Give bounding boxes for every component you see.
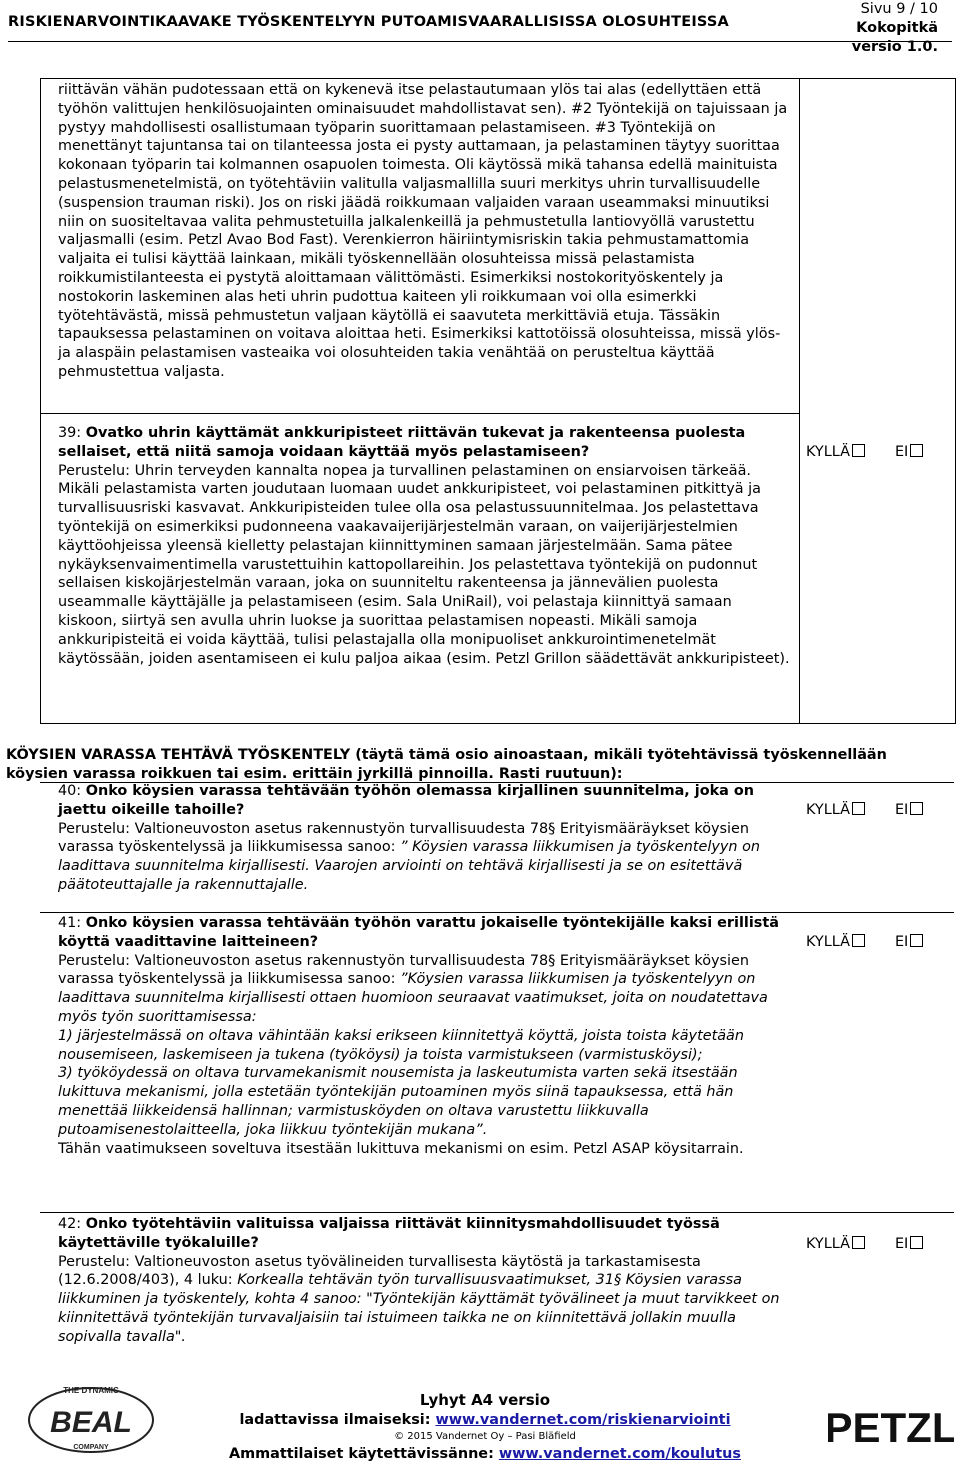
section-heading: KÖYSIEN VARASSA TEHTÄVÄ TYÖSKENTELY (täytä tämä osio ainoastaan, mikäli työtehtävissä työskennellään köysien varassa roikkuen tai esim. erittäin jyrkillä pinnoilla. Rasti ruutuun): — [6, 747, 887, 782]
no-checkbox[interactable] — [910, 802, 923, 815]
no-checkbox[interactable] — [910, 1236, 923, 1249]
question-text: Onko köysien varassa tehtävään työhön varattu jokaiselle työntekijälle kaksi erillistä köyttä vaadittavine laitteineen? — [58, 915, 779, 950]
no-label: EI — [894, 444, 909, 460]
yes-label: KYLLÄ — [806, 802, 850, 818]
header-divider — [8, 41, 952, 42]
quoted-regulation: ” Köysien varassa liikkumisen ja työskentelyyn on laadittava suunnitelma kirjallisesti. Vaarojen arviointi on tehtävä kirjallisesti ja se on esitettävä päätoteuttajalle ja rakennuttajalle. — [58, 839, 761, 893]
yes-checkbox[interactable] — [852, 444, 865, 457]
quoted-regulation: Korkealla tehtävän työn turvallisuusvaatimukset, 31§ Köysien varassa liikkuminen ja työskentely, kohta 4 sanoo: "Työntekijän käyttämät työvälineet ja muut tarvikkeet on kiinnitettävä työntekijän turvavaljaisiin tai istuimeen taikka ne on kiinnitettävä jollakin muulla sopivalla tavalla". — [58, 1272, 780, 1345]
question-rationale: Perustelu: Valtioneuvoston asetus rakennustyön turvallisuudesta 78§ Erityismääräykset köysien varassa työskentelyssä ja liikkumisessa sanoo: — [58, 952, 749, 988]
copyright: © 2015 Vandernet Oy – Pasi Bläfield — [394, 1431, 576, 1442]
answer-checkboxes-41 — [806, 934, 923, 950]
quoted-regulation: ”Köysien varassa liikkumisen ja työskentelyyn on laadittava suunnitelma kirjallisesti ottaen huomioon seuraavat vaatimukset, joita on noudatettava myös työn suorittamisessa: — [58, 971, 768, 1025]
beal-logo — [25, 1378, 157, 1456]
question-rationale: Perustelu: Uhrin terveyden kannalta nopea ja turvallinen pelastaminen on ensiarvoisen tärkeää. Mikäli pelastamista varten joudutaan luomaan uudet ankkuripisteet, voi pelastaminen pitkittyä ja turvallisuusriski kasvavat. Ankkuripisteiden tulee olla osa pelastussuunnitelmaa. Jos pelastettava työntekijä on esimerkiksi pudonneena vaakavaijerijärjestelmän varaan, on vaijerijärjestelmien käyttöohjeissa yleensä kielletty pelastajan kiinnittyminen samaan järjestelmään. Sama pätee nykäyksenvaimentimella varustettuihin kattopollareihin. Jos pelastettava työntekijä on pudonnut sellaisen kiskojärjestelmän varaan, joka on suunniteltu rakenteensa ja jännevälien puolesta useammalle käyttäjälle ja pelastamiseen (esim. Sala UniRail), voi pelastaja kiinnittyä samaan kiskoon, siirtyä sen avulla uhrin luokse ja suorittaa pelastamisen nopeasti. Mikäli samoja ankkuripisteitä ei voida käyttää, tulisi pelastajalla olla monipuoliset ankkurointimenetelmät käytössään, joiden asentamiseen ei kulu paljoa aikaa (esim. Petzl Grillon säädettävät ankkuripisteet). — [58, 462, 790, 667]
no-checkbox[interactable] — [910, 444, 923, 457]
no-label: EI — [894, 934, 909, 950]
document-title: RISKIENARVOINTIKAAVAKE TYÖSKENTELYYN PUTOAMISVAARALLISISSA OLOSUHTEISSA — [8, 14, 729, 30]
row-divider — [40, 912, 954, 913]
beal-logo-graphic — [25, 1378, 157, 1456]
version-label: versio 1.0. — [851, 39, 938, 55]
beal-wordmark: BEAL — [50, 1406, 132, 1439]
yes-checkbox[interactable] — [852, 802, 865, 815]
petzl-wordmark: PETZL — [828, 1404, 954, 1451]
question-number: 41: — [58, 915, 82, 931]
edition-label: Kokopitkä — [856, 20, 938, 36]
risk-assessment-link[interactable]: www.vandernet.com/riskienarviointi — [435, 1412, 731, 1428]
footer-pros-label: Ammattilaiset käytettävissänne: — [229, 1446, 499, 1462]
question-rationale: Perustelu: Valtioneuvoston asetus työvälineiden turvallisesta käytöstä ja tarkastamisesta (12.6.2008/403), 4 luku: — [58, 1253, 701, 1289]
header-meta — [852, 0, 938, 57]
question-number: 40: — [58, 783, 82, 799]
yes-checkbox[interactable] — [852, 934, 865, 947]
question-39 — [58, 424, 793, 668]
question-note: Tähän vaatimukseen soveltuva itsestään lukittuva mekanismi on esim. Petzl ASAP köysitarrain. — [58, 1140, 744, 1157]
row-divider — [40, 1212, 954, 1213]
petzl-logo — [828, 1396, 954, 1456]
question-text: Onko köysien varassa tehtävään työhön olemassa kirjallinen suunnitelma, joka on jaettu oikeille tahoille? — [58, 783, 755, 818]
no-label: EI — [894, 1236, 909, 1252]
yes-label: KYLLÄ — [806, 934, 850, 950]
question-number: 39: — [58, 425, 82, 441]
answer-checkboxes-40 — [806, 802, 923, 818]
footer-line-1: Lyhyt A4 versio — [419, 1391, 551, 1409]
footer-download-label: ladattavissa ilmaiseksi: — [239, 1412, 436, 1428]
question-number: 42: — [58, 1216, 82, 1232]
beal-tagline-bottom: COMPANY — [73, 1444, 109, 1451]
question-42 — [58, 1215, 793, 1347]
page-number: Sivu 9 / 10 — [860, 1, 938, 17]
footer-text — [175, 1390, 795, 1464]
question-rationale: Perustelu: Valtioneuvoston asetus rakennustyön turvallisuudesta 78§ Erityismääräykset köysien varassa työskentelyssä ja liikkumisessa sanoo: — [58, 820, 749, 856]
question-41 — [58, 914, 793, 1158]
training-link[interactable]: www.vandernet.com/koulutus — [498, 1446, 741, 1462]
yes-label: KYLLÄ — [806, 444, 850, 460]
answer-column-divider — [799, 78, 800, 724]
yes-label: KYLLÄ — [806, 1236, 850, 1252]
petzl-logo-graphic — [828, 1396, 954, 1456]
footer-line-2 — [175, 1410, 795, 1430]
question-text: Onko työtehtäviin valituissa valjaissa riittävät kiinnitysmahdollisuudet työssä käytettäville työkaluille? — [58, 1216, 720, 1251]
answer-checkboxes-42 — [806, 1236, 923, 1252]
footer-line-4 — [175, 1444, 795, 1464]
answer-checkboxes-39 — [806, 444, 923, 460]
no-checkbox[interactable] — [910, 934, 923, 947]
question-40 — [58, 782, 793, 895]
regulation-item-3: 3) työköydessä on oltava turvamekanismit nousemista ja laskeutumista varten sekä itsestään lukittuva mekanismi, jolla estetään työntekijän putoaminen myös siinä tapauksessa, että hän menettää liikkeidensä hallinnan; varmistusköyden on oltava varustettu liikkuvalla putoamisenestolaitteella, joka liikkuu työntekijän mukana”. — [58, 1065, 738, 1138]
beal-tagline-top: THE DYNAMIC — [63, 1386, 119, 1395]
row-divider — [40, 413, 800, 414]
yes-checkbox[interactable] — [852, 1236, 865, 1249]
intro-paragraph: riittävän vähän pudotessaan että on kykenevä itse pelastautumaan ylös tai alas (edellyttäen että työhön valittujen henkilösuojainten ominaisuudet mahdollistavat sen). #2 Työntekijä on tajuissaan ja pystyy mahdollisesti osallistumaan työparin suorittamaan pelastamiseen. #3 Työntekijä on menettänyt tajuntansa tai on tilanteessa josta ei pysty auttamaan, ja pelastaminen täytyy suorittaa kokonaan työparin tai kolmannen osapuolen toimesta. Oli käytössä mikä tahansa edellä mainituista pelastusmenetelmistä, on työtehtäviin valitulla valjasmallilla suuri merkitys uhrin turvallisuudelle (suspension trauman riski). Jos on riski jäädä roikkumaan valjaiden varaan useammaksi minuutiksi niin on suositeltavaa valita pehmustetuilla jalkalenkeillä ja pehmustetulla lantiovyöllä varustettu valjasmalli (esim. Petzl Avao Bod Fast). Verenkierron häiriintymisriskin takia pehmustamattomia valjaita ei tulisi käyttää lainkaan, mikäli työskennellään olosuhteissa missä pelastamista roikkumistilanteesta ei pystytä aloittamaan välittömästi. Esimerkiksi nostokorityöskentely ja nostokorin laskeminen alas heti uhrin pudottua kaiteen yli roikkumaan voi olla esimerkki työtehtävästä, missä pehmustetun valjaan käytöllä ei saavuteta merkittäviä etuja. Tässäkin tapauksessa pelastaminen on voitava aloittaa heti. Esimerkiksi kattotöissä olosuhteissa, missä ylös- ja alaspäin pelastamisen vasteaika voi olosuhteiden takia venähtää on perusteltua käyttää pehmustettua valjasta. — [58, 82, 788, 380]
question-text: Ovatko uhrin käyttämät ankkuripisteet riittävän tukevat ja rakenteensa puolesta sellaiset, että niitä samoja voidaan käyttää myös pelastamiseen? — [58, 425, 746, 460]
regulation-item-1: 1) järjestelmässä on oltava vähintään kaksi erikseen kiinnitettyä köyttä, joista toista käytetään nousemiseen, laskemiseen ja tukena (työköysi) ja toista varmistukseen (varmistusköysi); — [58, 1027, 744, 1063]
no-label: EI — [894, 802, 909, 818]
